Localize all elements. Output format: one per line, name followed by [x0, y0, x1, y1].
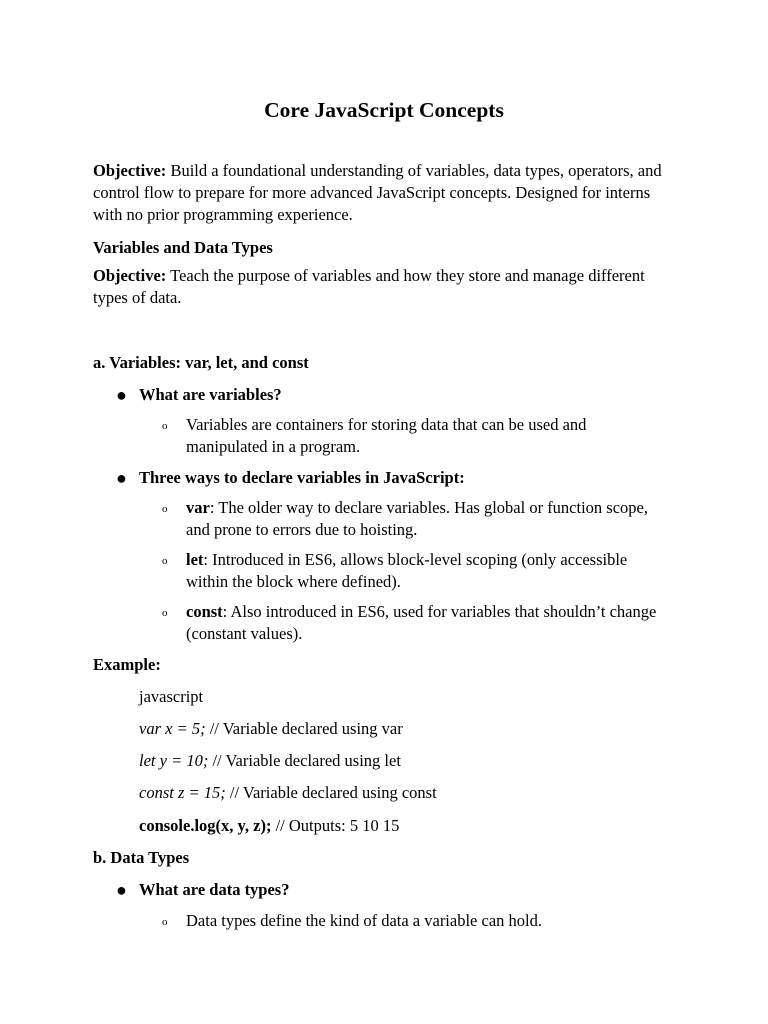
section-objective-label: Objective:	[93, 266, 167, 285]
code-line-2	[139, 750, 699, 772]
code-line-3	[139, 782, 699, 804]
sub-bullet-icon: o	[162, 916, 168, 928]
intro-paragraph	[93, 160, 683, 226]
code-line-1	[139, 718, 699, 740]
bullet-what-are-variables: What are variables?	[139, 385, 282, 404]
bullet-three-ways: Three ways to declare variables in JavaScript:	[139, 468, 465, 487]
code-line-3-statement: const z = 15;	[139, 783, 226, 802]
let-text: : Introduced in ES6, allows block-level scoping (only accessible within the block where defined).	[186, 550, 628, 591]
section-objective-paragraph	[93, 265, 683, 309]
code-line-1-statement: var x = 5;	[139, 719, 206, 738]
section-objective-text: Teach the purpose of variables and how they store and manage different types of data.	[93, 266, 645, 307]
subsection-heading-data-types: b. Data Types	[93, 848, 190, 867]
code-line-4	[139, 815, 699, 837]
bullet-icon: ●	[116, 468, 127, 488]
const-description	[186, 601, 672, 645]
sub-bullet-icon: o	[162, 555, 168, 567]
let-description	[186, 549, 672, 593]
const-text: : Also introduced in ES6, used for variables that shouldn’t change (constant values).	[186, 602, 657, 643]
data-types-definition-text: Data types define the kind of data a variable can hold.	[186, 911, 542, 930]
code-line-4-comment: // Outputs: 5 10 15	[271, 816, 400, 835]
example-label: Example:	[93, 655, 161, 674]
code-line-4-statement: console.log(x, y, z);	[139, 816, 272, 835]
var-description	[186, 497, 672, 541]
let-keyword: let	[186, 550, 204, 569]
code-line-1-comment: // Variable declared using var	[205, 719, 403, 738]
code-line-2-comment: // Variable declared using let	[208, 751, 401, 770]
sub-bullet-icon: o	[162, 607, 168, 619]
bullet-what-are-data-types: What are data types?	[139, 880, 290, 899]
intro-objective-label: Objective:	[93, 161, 167, 180]
sub-bullet-icon: o	[162, 503, 168, 515]
section-heading-variables-data-types: Variables and Data Types	[93, 238, 273, 257]
document-title: Core JavaScript Concepts	[264, 98, 504, 122]
var-keyword: var	[186, 498, 210, 517]
code-language-label: javascript	[139, 687, 204, 706]
intro-objective-text: Build a foundational understanding of variables, data types, operators, and control flow to prepare for more advanced JavaScript concepts. Designed for interns with no prior programming experience.	[93, 161, 662, 224]
code-line-3-comment: // Variable declared using const	[225, 783, 437, 802]
bullet-icon: ●	[116, 385, 127, 405]
const-keyword: const	[186, 602, 223, 621]
var-text: : The older way to declare variables. Has global or function scope, and prone to errors due to hoisting.	[186, 498, 648, 539]
subsection-heading-variables: a. Variables: var, let, and const	[93, 353, 309, 372]
code-line-2-statement: let y = 10;	[139, 751, 209, 770]
bullet-icon: ●	[116, 880, 127, 900]
sub-bullet-icon: o	[162, 420, 168, 432]
variables-definition-text: Variables are containers for storing data that can be used and manipulated in a program.	[186, 415, 587, 456]
